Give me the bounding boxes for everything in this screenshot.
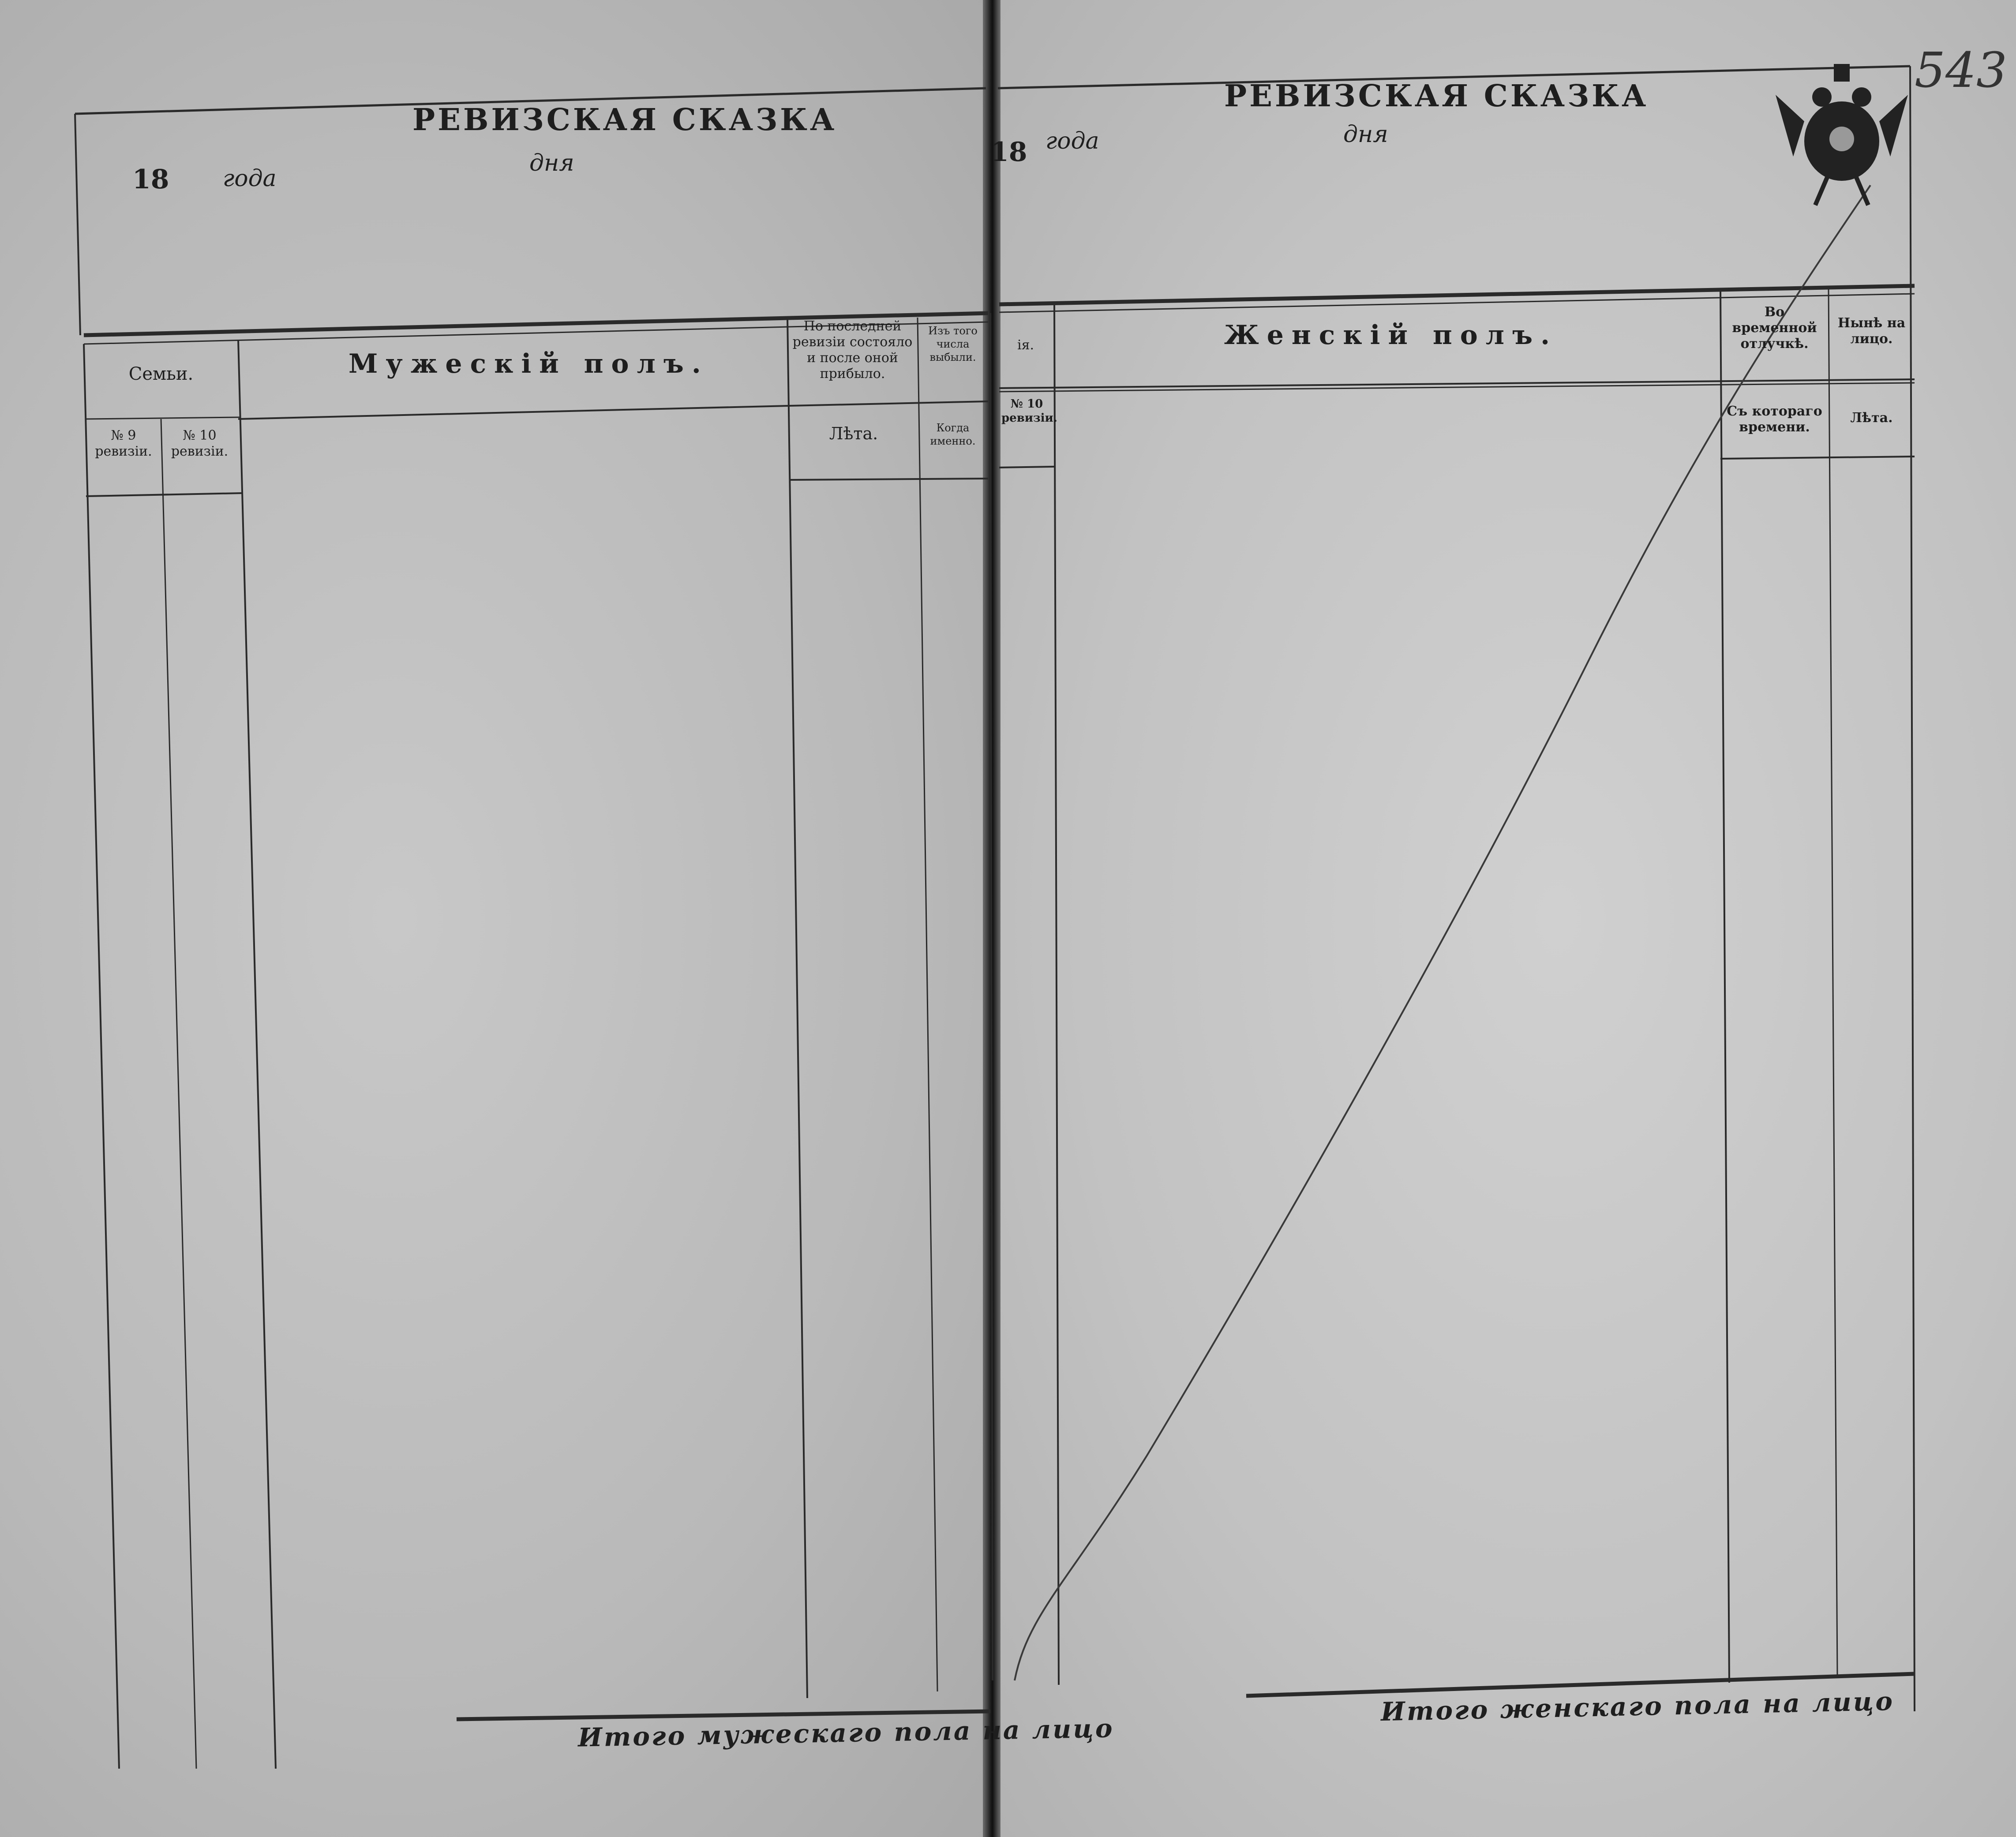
left-footer: Итого мужескаго пола на лицо xyxy=(577,1713,1115,1753)
col-female: Женскій полъ. xyxy=(1224,320,1558,351)
right-footer: Итого женскаго пола на лицо xyxy=(1380,1686,1895,1727)
right-title: РЕВИЗСКАЯ СКАЗКА xyxy=(1224,79,1649,114)
col-years-left: Лѣта. xyxy=(829,424,878,443)
col-years-right: Лѣта. xyxy=(1850,410,1893,426)
left-title: РЕВИЗСКАЯ СКАЗКА xyxy=(412,102,837,138)
col-from-number: Изъ того числа выбыли. xyxy=(928,325,978,363)
double-headed-eagle-emblem xyxy=(1776,64,1908,205)
col-rev10-right: № 10 ревизіи. xyxy=(1001,397,1057,425)
left-year-label: года xyxy=(223,165,277,192)
folio-number: 543 xyxy=(1915,42,2007,98)
right-day-label: дня xyxy=(1343,121,1388,148)
left-year-prefix: 18 xyxy=(132,164,169,195)
col-rev10: № 10 ревизіи. xyxy=(171,428,229,459)
col-male: Мужескій полъ. xyxy=(348,348,709,379)
col-family: Семьи. xyxy=(128,364,194,384)
right-year-prefix: 18 xyxy=(990,137,1027,168)
col-rev-partial: ія. xyxy=(1017,337,1034,353)
col-since: Съ котораго времени. xyxy=(1727,404,1822,435)
col-absence: Во временной отлучкѣ. xyxy=(1732,304,1817,352)
col-last-revision: По последней ревизіи состояло и после оной прибыло. xyxy=(792,318,913,382)
col-present: Нынѣ на лицо. xyxy=(1837,315,1906,347)
left-day-label: дня xyxy=(529,150,574,176)
col-when: Когда именно. xyxy=(930,422,976,447)
right-year-label: года xyxy=(1045,128,1099,154)
col-rev9: № 9 ревизіи. xyxy=(95,428,152,459)
